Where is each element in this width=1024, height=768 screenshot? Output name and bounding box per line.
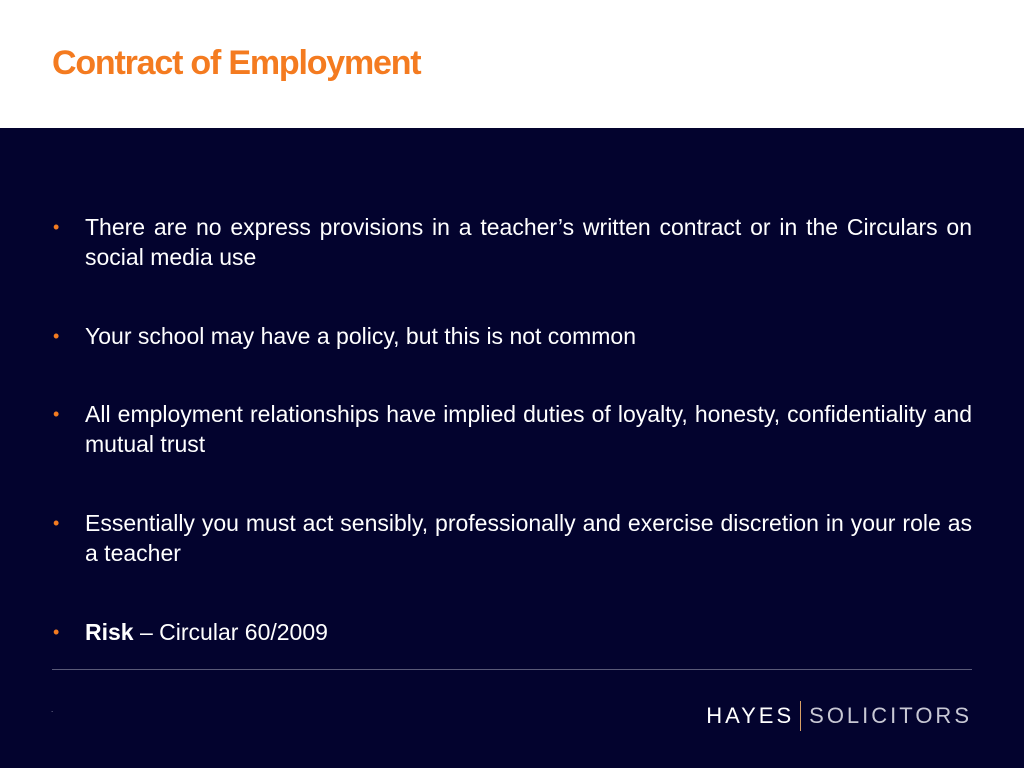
bullet-item — [52, 617, 972, 647]
hayes-solicitors-logo — [706, 701, 972, 731]
footer-mark: . — [51, 705, 54, 714]
bullet-icon: • — [53, 326, 60, 346]
slide-header — [0, 0, 1024, 128]
bullet-text: Your school may have a policy, but this is not common — [85, 323, 637, 349]
footer-divider — [52, 669, 972, 670]
bullet-item — [52, 508, 972, 568]
bullet-item — [52, 212, 972, 272]
slide-title: Contract of Employment — [52, 44, 421, 82]
risk-label: Risk — [85, 619, 134, 645]
logo-solicitors: SOLICITORS — [809, 703, 972, 728]
logo-hayes: HAYES — [706, 703, 795, 728]
bullet-icon: • — [53, 217, 60, 237]
logo-divider — [800, 701, 801, 731]
bullet-icon: • — [53, 513, 60, 533]
bullet-icon: • — [53, 622, 60, 642]
bullet-item — [52, 321, 972, 351]
bullet-item — [52, 399, 972, 459]
slide-body — [0, 128, 1024, 768]
bullet-icon: • — [53, 404, 60, 424]
bullet-text: Essentially you must act sensibly, professionally and exercise discretion in your role as a teacher — [85, 510, 972, 566]
risk-reference: – Circular 60/2009 — [133, 619, 328, 645]
bullet-text: All employment relationships have implied duties of loyalty, honesty, confidentiality and mutual trust — [85, 401, 972, 457]
bullet-text — [85, 617, 972, 647]
bullet-text: There are no express provisions in a teacher’s written contract or in the Circulars on social media use — [85, 214, 972, 270]
